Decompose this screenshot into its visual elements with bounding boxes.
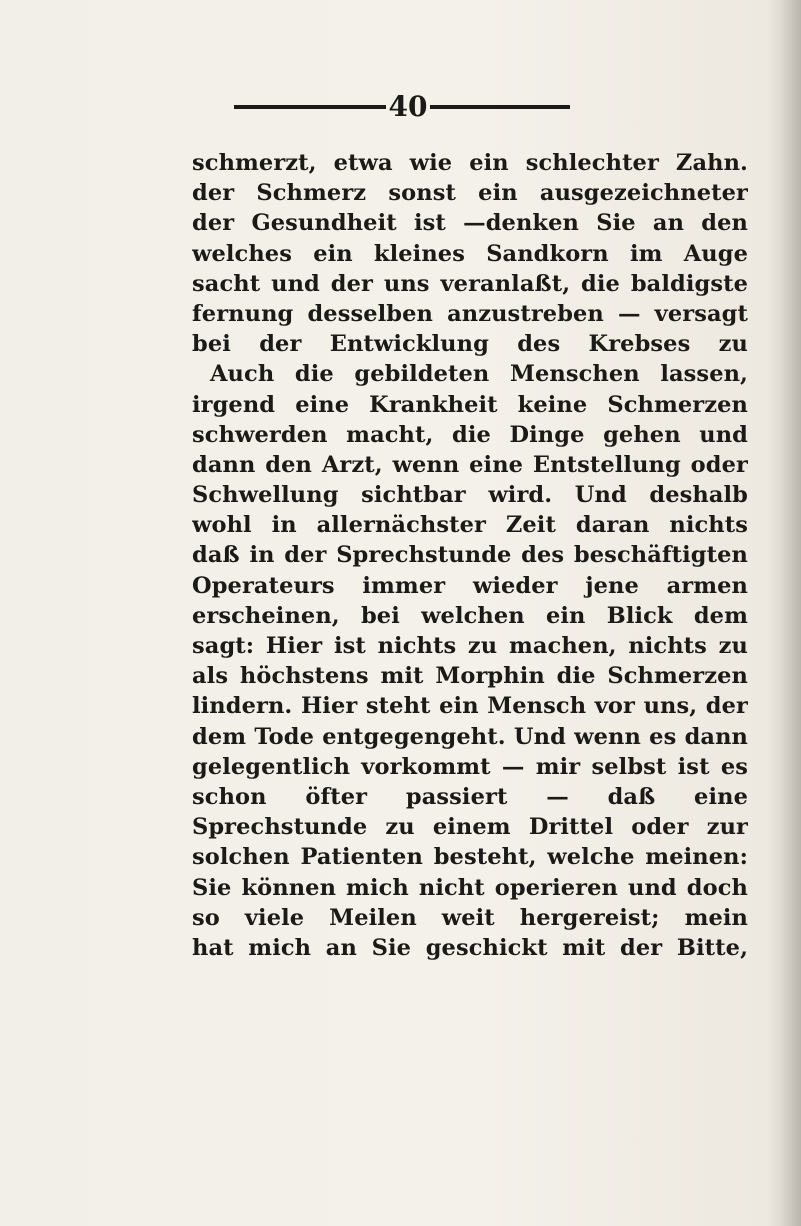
- text-line: solchen Patienten besteht, welche meinen:: [192, 844, 748, 871]
- page-number: 40: [388, 90, 428, 123]
- text-line: fernung desselben anzustreben — versagt: [192, 300, 748, 327]
- page-header: [234, 92, 570, 122]
- page-edge-shadow: [767, 0, 801, 1226]
- text-line: schmerzt, etwa wie ein schlechter Zahn.: [192, 150, 748, 176]
- text-line: Schwellung sichtbar wird. Und deshalb: [192, 482, 748, 509]
- text-line: wohl in allernächster Zeit daran nichts: [192, 512, 748, 539]
- text-line: sacht und der uns veranlaßt, die baldigste: [192, 270, 748, 297]
- text-line: Operateurs immer wieder jene armen: [192, 572, 748, 599]
- text-line: irgend eine Krankheit keine Schmerzen: [192, 391, 748, 418]
- text-line: erscheinen, bei welchen ein Blick dem: [192, 602, 748, 629]
- text-line: sagt: Hier ist nichts zu machen, nichts zu: [192, 633, 748, 659]
- text-line: so viele Meilen weit hergereist; mein: [192, 904, 748, 931]
- text-line: bei der Entwicklung des Krebses zu: [192, 331, 748, 358]
- header-rule-right: [430, 105, 570, 109]
- text-line: dem Tode entgegengeht. Und wenn es dann: [192, 723, 748, 750]
- text-line: Sie können mich nicht operieren und doch: [192, 874, 748, 901]
- text-line: dann den Arzt, wenn eine Entstellung oder: [192, 451, 748, 478]
- text-line: der Schmerz sonst ein ausgezeichneter: [192, 180, 748, 207]
- text-line: schon öfter passiert — daß eine: [192, 783, 748, 810]
- text-line: lindern. Hier steht ein Mensch vor uns, der: [192, 693, 748, 720]
- body-text: [192, 148, 748, 963]
- text-line: gelegentlich vorkommt — mir selbst ist es: [192, 753, 748, 780]
- text-line: als höchstens mit Morphin die Schmerzen: [192, 663, 748, 690]
- text-line: daß in der Sprechstunde des beschäftigten: [192, 542, 748, 569]
- text-line: hat mich an Sie geschickt mit der Bitte,: [192, 934, 748, 961]
- text-line: Auch die gebildeten Menschen lassen,: [210, 361, 748, 388]
- text-line: welches ein kleines Sandkorn im Auge: [192, 240, 748, 267]
- header-rule-left: [234, 105, 386, 109]
- text-line: Sprechstunde zu einem Drittel oder zur: [192, 814, 748, 841]
- text-line: schwerden macht, die Dinge gehen und: [192, 421, 748, 448]
- text-line: der Gesundheit ist —denken Sie an den: [192, 210, 748, 237]
